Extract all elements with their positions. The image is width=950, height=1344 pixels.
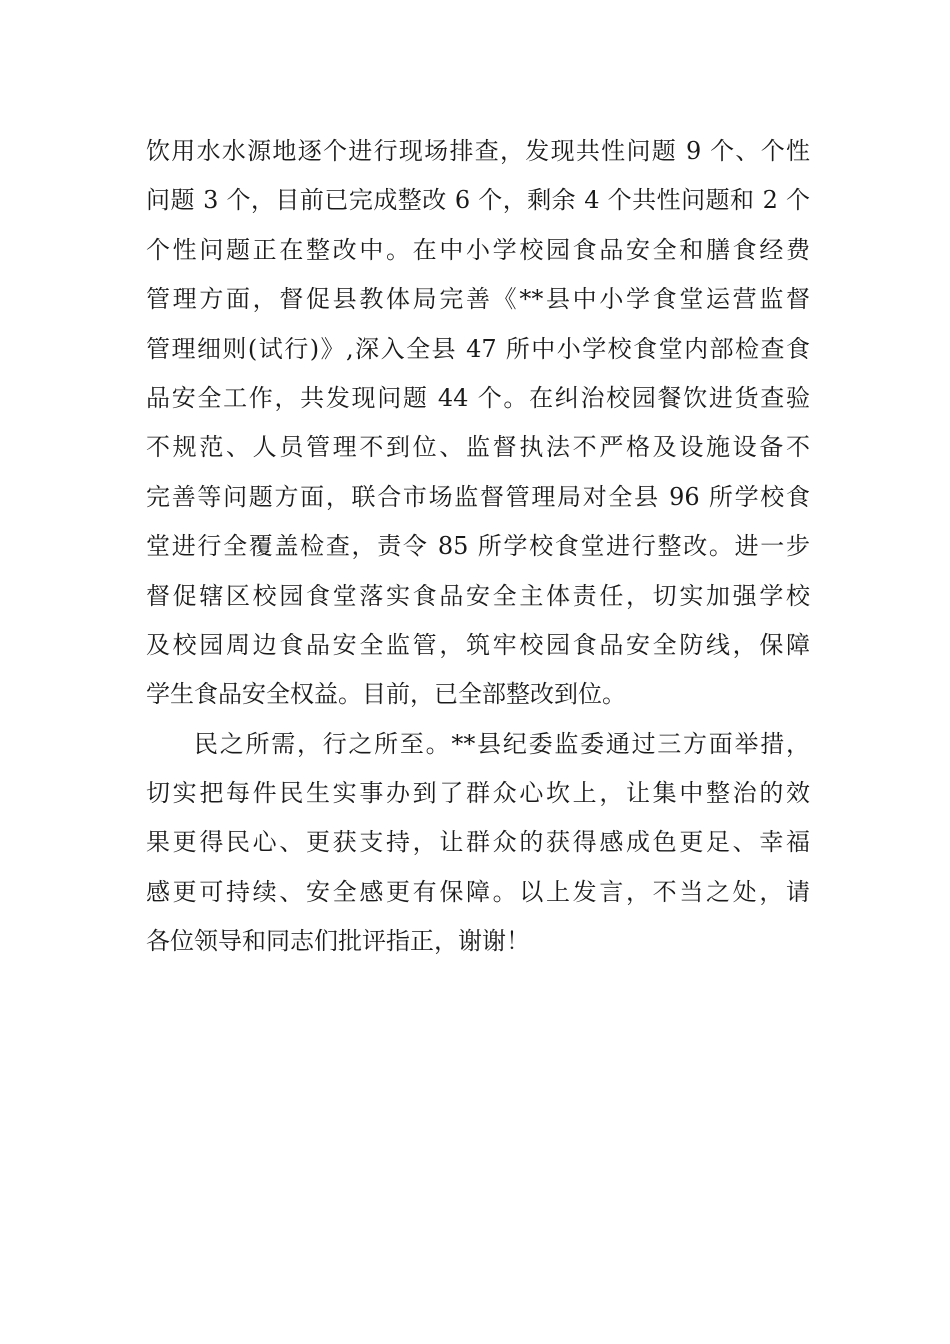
text-line: 管理方面，督促县教体局完善《**县中小学食堂运营监督 [146,285,810,314]
text-line: 感更可持续、安全感更有保障。以上发言，不当之处，请 [146,877,810,906]
text-line: 果更得民心、更获支持，让群众的获得感成色更足、幸福 [146,828,810,857]
text-line: 民之所需，行之所至。**县纪委监委通过三方面举措， [194,729,810,758]
text-line: 不规范、人员管理不到位、监督执法不严格及设施设备不 [146,433,810,462]
text-line: 各位领导和同志们批评指正，谢谢！ [146,927,530,956]
text-line: 及校园周边食品安全监管，筑牢校园食品安全防线，保障 [146,630,810,659]
text-line: 督促辖区校园食堂落实食品安全主体责任，切实加强学校 [146,581,810,610]
text-line: 完善等问题方面，联合市场监督管理局对全县 96 所学校食 [146,482,810,511]
text-line: 切实把每件民生实事办到了群众心坎上，让集中整治的效 [146,779,810,808]
text-line: 问题 3 个，目前已完成整改 6 个，剩余 4 个共性问题和 2 个 [146,186,810,215]
paragraph-1 [146,127,810,720]
document-body [146,127,810,967]
text-line: 学生食品安全权益。目前，已全部整改到位。 [146,680,626,709]
text-line: 个性问题正在整改中。在中小学校园食品安全和膳食经费 [146,235,810,264]
text-line: 堂进行全覆盖检查，责令 85 所学校食堂进行整改。进一步 [146,532,810,561]
paragraph-2 [146,720,810,967]
text-line: 管理细则(试行)》,深入全县 47 所中小学校食堂内部检查食 [146,334,810,363]
text-line: 饮用水水源地逐个进行现场排查，发现共性问题 9 个、个性 [146,137,810,165]
text-line: 品安全工作，共发现问题 44 个。在纠治校园餐饮进货查验 [146,383,810,412]
